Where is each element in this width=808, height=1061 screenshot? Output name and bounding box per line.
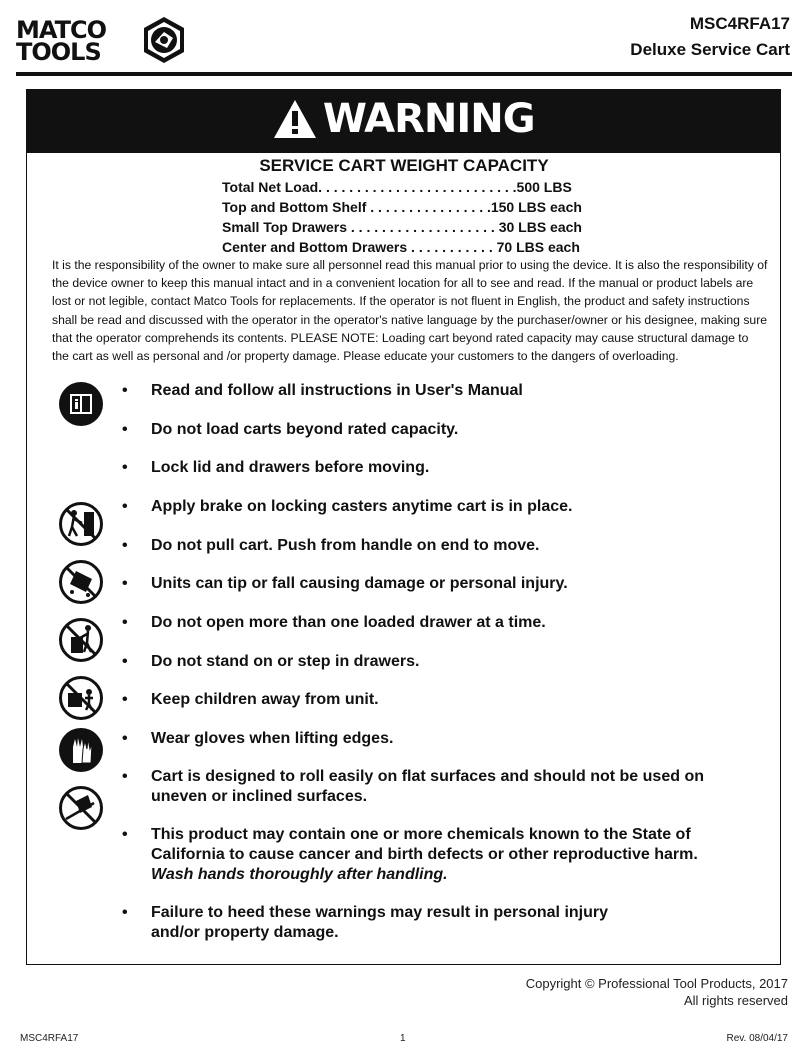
warning-heading: WARNING [322, 96, 535, 142]
bullet-dot: • [122, 614, 128, 631]
read-manual-icon [58, 381, 104, 427]
bullet-text: Lock lid and drawers before moving. [151, 459, 430, 476]
bullet-dot: • [122, 653, 128, 670]
bullet-text: Keep children away from unit. [151, 691, 379, 708]
rights-text: All rights reserved [683, 993, 788, 1008]
matco-emblem-icon [140, 16, 188, 64]
model-number: MSC4RFA17 [689, 14, 790, 33]
product-name: Deluxe Service Cart [630, 40, 790, 59]
wear-gloves-icon [58, 727, 104, 773]
bullet-dot: • [122, 826, 128, 843]
bullet-dot: • [122, 691, 128, 708]
capacity-title: SERVICE CART WEIGHT CAPACITY [259, 156, 549, 175]
bullet-italic-note: Wash hands thoroughly after handling. [151, 866, 448, 883]
bullet-dot: • [122, 575, 128, 592]
bullet-dot: • [122, 537, 128, 554]
revision-date: Rev. 08/04/17 [726, 1033, 788, 1044]
bullet-text: Units can tip or fall causing damage or personal injury. [151, 575, 568, 592]
bullet-text: Read and follow all instructions in User's Manual [151, 382, 523, 399]
no-incline-icon [58, 785, 104, 831]
bullet-dot: • [122, 730, 128, 747]
bullet-dot: • [122, 421, 128, 438]
capacity-row: Small Top Drawers . . . . . . . . . . . . . . . . . . . 30 LBS each [222, 219, 582, 235]
capacity-row: Total Net Load. . . . . . . . . . . . . . . . . . . . . . . . . .500 LBS [222, 179, 572, 195]
bullet-dot: • [122, 768, 128, 785]
bullet-text: Wear gloves when lifting edges. [151, 730, 394, 747]
page-number: 1 [400, 1033, 406, 1044]
bullet-text: This product may contain one or more chemicals known to the State of California to cause cancer and birth defects or other reproductive harm. [151, 826, 698, 863]
capacity-row: Center and Bottom Drawers . . . . . . . . . . . 70 LBS each [222, 239, 580, 255]
footer-model: MSC4RFA17 [20, 1033, 79, 1044]
copyright-text: Copyright © Professional Tool Products, 2017 [525, 976, 788, 991]
warning-banner [27, 90, 780, 153]
logo-text-matco: MATCO [16, 16, 106, 44]
no-tipping-icon [58, 559, 104, 605]
responsibility-paragraph: It is the responsibility of the owner to make sure all personnel read this manual prior to using the device. It is also the responsibility of the device owner to keep this manual intact and in a convenient location for all to see and read. If the manual or product labels are lost or not legible, contact Matco Tools for replacements. If the operator is not fluent in English, the product and safety instructions shall be read and discussed with the operator in the operator's native language by the purchaser/owner or his designee, making sure that the operator comprehends its contents. PLEASE NOTE: Loading cart beyond rated capacity may cause structural damage to the cart as well as personal and /or property damage. Please educate your customers to the dangers of overloading. [52, 258, 768, 364]
bullet-dot: • [122, 904, 128, 921]
capacity-row: Top and Bottom Shelf . . . . . . . . . . . . . . . .150 LBS each [222, 199, 582, 215]
no-multiple-drawers-icon [58, 617, 104, 663]
bullet-text: Cart is designed to roll easily on flat surfaces and should not be used on uneven or inclined surfaces. [151, 768, 704, 805]
bullet-text: Do not load carts beyond rated capacity. [151, 421, 459, 438]
bullet-dot: • [122, 498, 128, 515]
bullet-text: Do not pull cart. Push from handle on end to move. [151, 537, 540, 554]
warning-triangle-icon [272, 98, 318, 140]
bullet-dot: • [122, 459, 128, 476]
bullet-text: Failure to heed these warnings may result in personal injury and/or property damage. [151, 904, 609, 941]
keep-children-away-icon [58, 675, 104, 721]
bullet-text: Apply brake on locking casters anytime cart is in place. [151, 498, 573, 515]
bullet-dot: • [122, 382, 128, 399]
header-divider [16, 72, 792, 76]
bullet-text: Do not open more than one loaded drawer at a time. [151, 614, 546, 631]
no-pull-cart-icon [58, 501, 104, 547]
bullet-text: Do not stand on or step in drawers. [151, 653, 420, 670]
logo-text-tools: TOOLS [16, 38, 101, 66]
matco-tools-logo [16, 16, 188, 66]
